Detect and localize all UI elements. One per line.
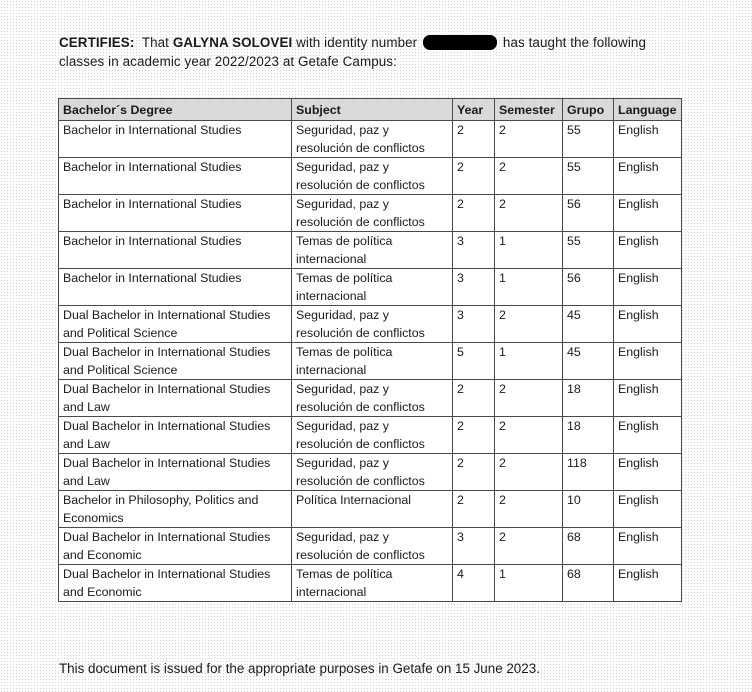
cell-language: English <box>614 232 682 269</box>
header-semester: Semester <box>495 99 563 121</box>
identity-text: with identity number <box>296 35 418 50</box>
cell-year: 2 <box>453 158 495 195</box>
cell-group: 55 <box>563 121 614 158</box>
cell-language: English <box>614 565 682 602</box>
table-row <box>59 269 682 306</box>
cell-year: 3 <box>453 232 495 269</box>
cell-subject: Temas de política internacional <box>292 565 453 602</box>
cell-year: 2 <box>453 417 495 454</box>
cell-language: English <box>614 380 682 417</box>
cell-year: 2 <box>453 454 495 491</box>
table-row <box>59 121 682 158</box>
cell-semester: 2 <box>495 491 563 528</box>
cell-degree: Bachelor in Philosophy, Politics and Economics <box>59 491 292 528</box>
cell-semester: 2 <box>495 121 563 158</box>
cell-degree: Bachelor in International Studies <box>59 158 292 195</box>
cell-subject: Seguridad, paz y resolución de conflictos <box>292 380 453 417</box>
cell-semester: 1 <box>495 343 563 380</box>
cell-degree: Dual Bachelor in International Studies and Political Science <box>59 343 292 380</box>
classes-table <box>58 98 682 602</box>
cell-group: 18 <box>563 417 614 454</box>
header-group: Grupo <box>563 99 614 121</box>
cell-group: 55 <box>563 232 614 269</box>
cell-language: English <box>614 121 682 158</box>
cell-degree: Bachelor in International Studies <box>59 121 292 158</box>
cell-semester: 1 <box>495 269 563 306</box>
cell-subject: Seguridad, paz y resolución de conflictos <box>292 306 453 343</box>
cell-year: 3 <box>453 528 495 565</box>
cell-language: English <box>614 306 682 343</box>
cell-subject: Seguridad, paz y resolución de conflictos <box>292 528 453 565</box>
cell-subject: Política Internacional <box>292 491 453 528</box>
table-row <box>59 417 682 454</box>
cell-language: English <box>614 417 682 454</box>
cell-language: English <box>614 491 682 528</box>
cell-degree: Dual Bachelor in International Studies and Law <box>59 454 292 491</box>
cell-group: 68 <box>563 565 614 602</box>
cell-degree: Bachelor in International Studies <box>59 195 292 232</box>
cell-subject: Seguridad, paz y resolución de conflictos <box>292 454 453 491</box>
cell-language: English <box>614 269 682 306</box>
table-row <box>59 528 682 565</box>
cell-subject: Temas de política internacional <box>292 343 453 380</box>
cell-year: 2 <box>453 195 495 232</box>
table-row <box>59 232 682 269</box>
cell-degree: Bachelor in International Studies <box>59 232 292 269</box>
cell-semester: 2 <box>495 417 563 454</box>
cell-degree: Bachelor in International Studies <box>59 269 292 306</box>
table-row <box>59 454 682 491</box>
table-row <box>59 380 682 417</box>
table-row <box>59 306 682 343</box>
header-subject: Subject <box>292 99 453 121</box>
cell-semester: 2 <box>495 380 563 417</box>
table-row <box>59 565 682 602</box>
cell-subject: Seguridad, paz y resolución de conflictos <box>292 158 453 195</box>
certifies-label: CERTIFIES: <box>59 35 135 50</box>
cell-degree: Dual Bachelor in International Studies and Political Science <box>59 306 292 343</box>
header-degree: Bachelor´s Degree <box>59 99 292 121</box>
cell-semester: 2 <box>495 454 563 491</box>
cell-degree: Dual Bachelor in International Studies and Economic <box>59 528 292 565</box>
cell-year: 5 <box>453 343 495 380</box>
that-word: That <box>141 35 170 50</box>
header-year: Year <box>453 99 495 121</box>
cell-year: 2 <box>453 121 495 158</box>
cell-group: 45 <box>563 343 614 380</box>
table-header-row <box>59 99 682 121</box>
cell-year: 2 <box>453 380 495 417</box>
table-row <box>59 195 682 232</box>
cell-group: 10 <box>563 491 614 528</box>
cell-semester: 2 <box>495 306 563 343</box>
cell-group: 45 <box>563 306 614 343</box>
table-row <box>59 491 682 528</box>
cell-semester: 2 <box>495 158 563 195</box>
cell-group: 118 <box>563 454 614 491</box>
cell-semester: 1 <box>495 232 563 269</box>
cell-year: 3 <box>453 269 495 306</box>
cell-degree: Dual Bachelor in International Studies and Law <box>59 380 292 417</box>
cell-language: English <box>614 454 682 491</box>
certification-statement <box>59 33 689 71</box>
cell-semester: 1 <box>495 565 563 602</box>
teacher-name: GALYNA SOLOVEI <box>172 35 293 50</box>
cell-group: 18 <box>563 380 614 417</box>
cell-year: 3 <box>453 306 495 343</box>
cell-subject: Seguridad, paz y resolución de conflictos <box>292 417 453 454</box>
cell-language: English <box>614 195 682 232</box>
cell-group: 68 <box>563 528 614 565</box>
closing-statement: This document is issued for the appropriate purposes in Getafe on 15 June 2023. <box>59 661 540 676</box>
header-language: Language <box>614 99 682 121</box>
cell-semester: 2 <box>495 528 563 565</box>
cell-subject: Seguridad, paz y resolución de conflictos <box>292 121 453 158</box>
cell-group: 55 <box>563 158 614 195</box>
cell-group: 56 <box>563 195 614 232</box>
table-row <box>59 158 682 195</box>
cell-degree: Dual Bachelor in International Studies and Law <box>59 417 292 454</box>
cell-language: English <box>614 158 682 195</box>
table-row <box>59 343 682 380</box>
cell-year: 4 <box>453 565 495 602</box>
statement-text: has taught the following classes in academic year 2022/2023 at Getafe Campus: <box>59 35 646 69</box>
cell-group: 56 <box>563 269 614 306</box>
cell-subject: Seguridad, paz y resolución de conflictos <box>292 195 453 232</box>
cell-degree: Dual Bachelor in International Studies and Economic <box>59 565 292 602</box>
table-body <box>59 121 682 602</box>
redacted-identity-number <box>423 35 497 50</box>
cell-subject: Temas de política internacional <box>292 232 453 269</box>
cell-year: 2 <box>453 491 495 528</box>
cell-semester: 2 <box>495 195 563 232</box>
cell-language: English <box>614 343 682 380</box>
cell-subject: Temas de política internacional <box>292 269 453 306</box>
cell-language: English <box>614 528 682 565</box>
